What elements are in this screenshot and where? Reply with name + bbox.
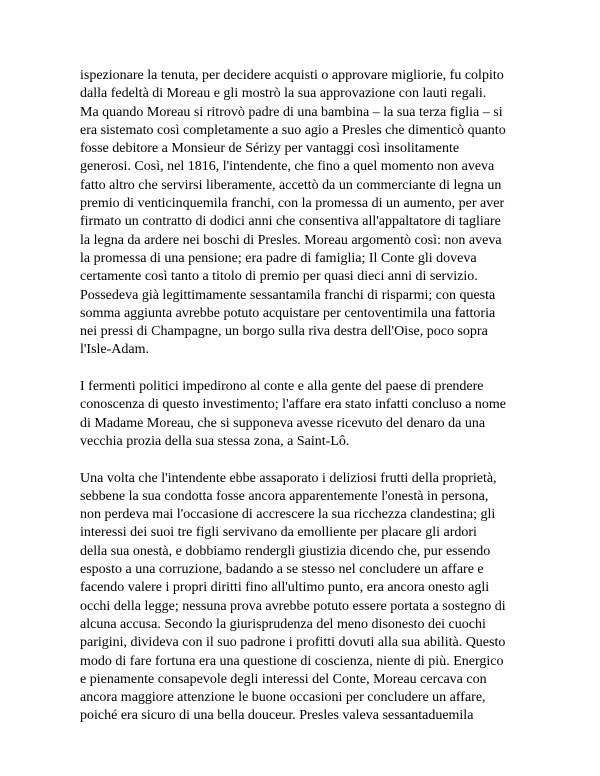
text-line: firmato un contratto di dodici anni che consentiva all'appaltatore di tagliare (80, 214, 501, 230)
text-line: parigini, divideva con il suo padrone i profitti dovuti alla sua abilità. Questo (80, 635, 506, 651)
text-line: ancora maggiore attenzione le buone occasioni per concludere un affare, (80, 690, 486, 706)
paragraph-1 (80, 67, 550, 360)
text-line: certamente così tanto a titolo di premio per quasi dieci anni di servizio. (80, 269, 478, 285)
text-line: alcuna accusa. Secondo la giurisprudenza del meno disonesto dei cuochi (80, 616, 486, 632)
paragraph-gap (80, 360, 550, 378)
text-line: premio di venticinquemila franchi, con la promessa di un aumento, per aver (80, 196, 505, 212)
text-line: ispezionare la tenuta, per decidere acquisti o approvare migliorie, fu colpito (80, 68, 504, 83)
paragraph-2 (80, 378, 550, 451)
text-line: generosi. Così, nel 1816, l'intendente, che fino a quel momento non aveva (80, 159, 495, 175)
text-line: l'Isle-Adam. (80, 342, 150, 358)
paragraph-gap (80, 451, 550, 469)
text-line: di Madame Moreau, che si supponeva avesse ricevuto del denaro da una (80, 415, 486, 431)
text-line: esposto a una corruzione, badando a se stesso nel concludere un affare e (80, 562, 484, 578)
text-line: dalla fedeltà di Moreau e gli mostrò la sua approvazione con lauti regali. (80, 86, 487, 102)
text-line: fatto altro che servirsi liberamente, accettò da un commerciante di legna un (80, 177, 502, 193)
text-line: conoscenza di questo investimento; l'affare era stato infatti concluso a nome (80, 397, 507, 413)
text-line: Possedeva già legittimamente sessantamila franchi di risparmi; con questa (80, 287, 496, 303)
text-line: la promessa di una pensione; era padre di famiglia; Il Conte gli doveva (80, 250, 477, 266)
text-line: fosse debitore a Monsieur de Sérizy per vantaggi così insolitamente (80, 141, 460, 157)
text-line: Ma quando Moreau si ritrovò padre di una bambina – la sua terza figlia – si (80, 104, 503, 120)
text-line: nei pressi di Champagne, un borgo sulla riva destra dell'Oise, poco sopra (80, 324, 488, 340)
text-line: Una volta che l'intendente ebbe assaporato i deliziosi frutti della proprietà, (80, 470, 497, 486)
text-line: poiché era sicuro di una bella douceur. Presles valeva sessantaduemila (80, 708, 474, 724)
text-line: somma aggiunta avrebbe potuto acquistare per centoventimila una fattoria (80, 305, 496, 321)
text-line: vecchia prozia della sua stessa zona, a Saint-Lô. (80, 433, 350, 449)
text-line: modo di fare fortuna era una questione di coscienza, niente di più. Energico (80, 653, 504, 669)
text-line: sebbene la sua condotta fosse ancora apparentemente l'onestà in persona, (80, 488, 489, 504)
text-line: occhi della legge; nessuna prova avrebbe potuto essere portata a sostegno di (80, 598, 506, 614)
body-text (80, 67, 550, 726)
text-line: era sistemato così completamente a suo agio a Presles che dimenticò quanto (80, 122, 506, 138)
text-line: facendo valere i propri diritti fino all'ultimo punto, era ancora onesto agli (80, 580, 490, 596)
text-line: I fermenti politici impedirono al conte e alla gente del paese di prendere (80, 379, 484, 395)
text-line: non perdeva mai l'occasione di accrescere la sua ricchezza clandestina; gli (80, 507, 496, 523)
text-line: e pienamente consapevole degli interessi del Conte, Moreau cercava con (80, 671, 487, 687)
paragraph-3 (80, 470, 550, 726)
text-line: la legna da ardere nei boschi di Presles. Moreau argomentò così: non aveva (80, 232, 502, 248)
text-line: della sua onestà, e dobbiamo rendergli giustizia dicendo che, pur essendo (80, 543, 491, 559)
text-line: interessi dei suoi tre figli servivano da emolliente per placare gli ardori (80, 525, 477, 541)
